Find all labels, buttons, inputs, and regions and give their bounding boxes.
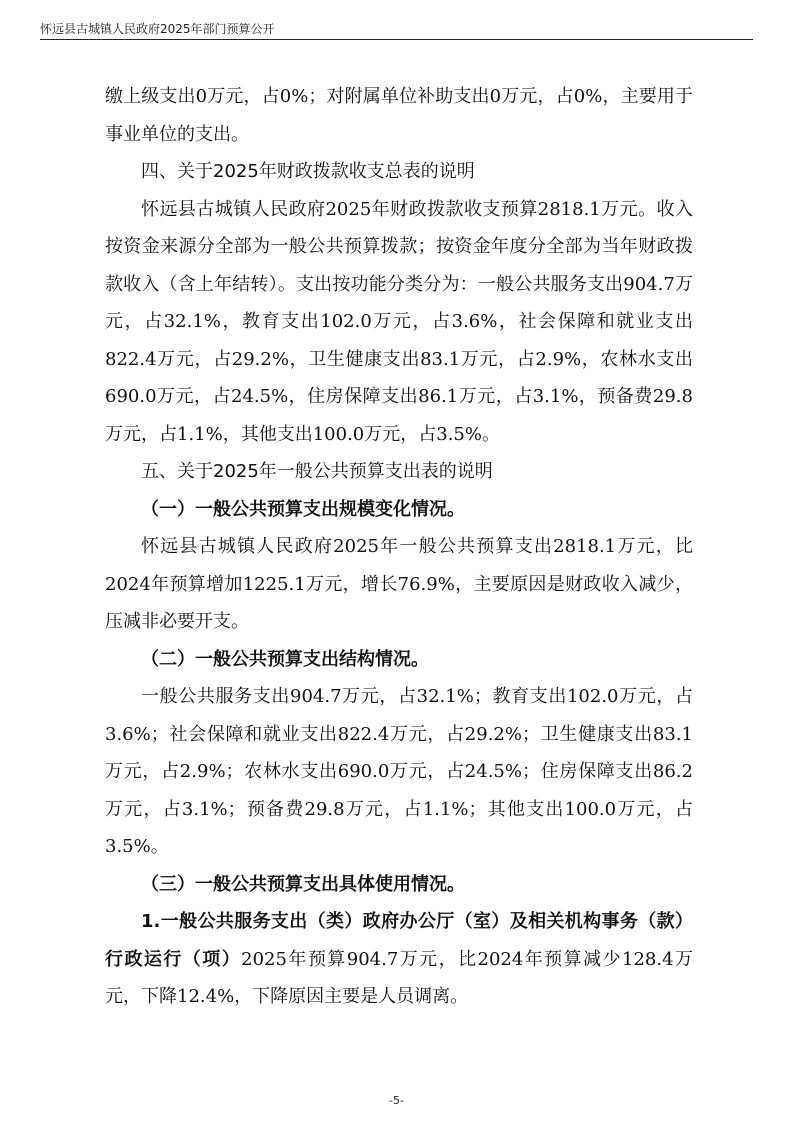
- section-heading-4: 四、关于2025年财政拨款收支总表的说明: [141, 161, 475, 182]
- paragraph-1: 缴上级支出0万元，占0%；对附属单位补助支出0万元，占0%，主要用于事业单位的支出。: [105, 86, 693, 145]
- section-heading-5: 五、关于2025年一般公共预算支出表的说明: [141, 461, 493, 482]
- item-title: 1.一般公共服务支出（类）政府办公厅（室）及相关机构事务（款）行政运行（项）: [105, 911, 693, 970]
- paragraph-3: 怀远县古城镇人民政府2025年一般公共预算支出2818.1万元，比2024年预算增加1225.1万元，增长76.9%，主要原因是财政收入减少，压减非必要开支。: [105, 536, 693, 632]
- subheading-3: （三）一般公共预算支出具体使用情况。: [141, 873, 465, 895]
- header-divider: [40, 39, 753, 40]
- subheading-2: （二）一般公共预算支出结构情况。: [141, 648, 429, 670]
- paragraph-4: 一般公共服务支出904.7万元，占32.1%；教育支出102.0万元，占3.6%；社会保障和就业支出822.4万元，占29.2%；卫生健康支出83.1万元，占2.9%；农林水支出690.0万元，占24.5%；住房保障支出86.2万元，占3.1%；预备费29.8万元，占1.1%；其他支出100.0万元，占3.5%。: [105, 686, 693, 857]
- document-header: 怀远县古城镇人民政府2025年部门预算公开: [40, 22, 275, 36]
- document-body: [105, 78, 693, 1016]
- paragraph-2: 怀远县古城镇人民政府2025年财政拨款收支预算2818.1万元。收入按资金来源分全部为一般公共预算拨款；按资金年度分全部为当年财政拨款收入（含上年结转）。支出按功能分类分为：一般公共服务支出904.7万元，占32.1%，教育支出102.0万元，占3.6%，社会保障和就业支出822.4万元，占29.2%，卫生健康支出83.1万元，占2.9%，农林水支出690.0万元，占24.5%，住房保障支出86.1万元，占3.1%，预备费29.8万元，占1.1%，其他支出100.0万元，占3.5%。: [105, 198, 693, 445]
- page-number: -5-: [389, 1094, 404, 1107]
- paragraph-5: [105, 903, 693, 1016]
- subheading-1: （一）一般公共预算支出规模变化情况。: [141, 498, 465, 520]
- item-text: 2025年预算904.7万元，比2024年预算减少128.4万元，下降12.4%，下降原因主要是人员调离。: [105, 948, 693, 1007]
